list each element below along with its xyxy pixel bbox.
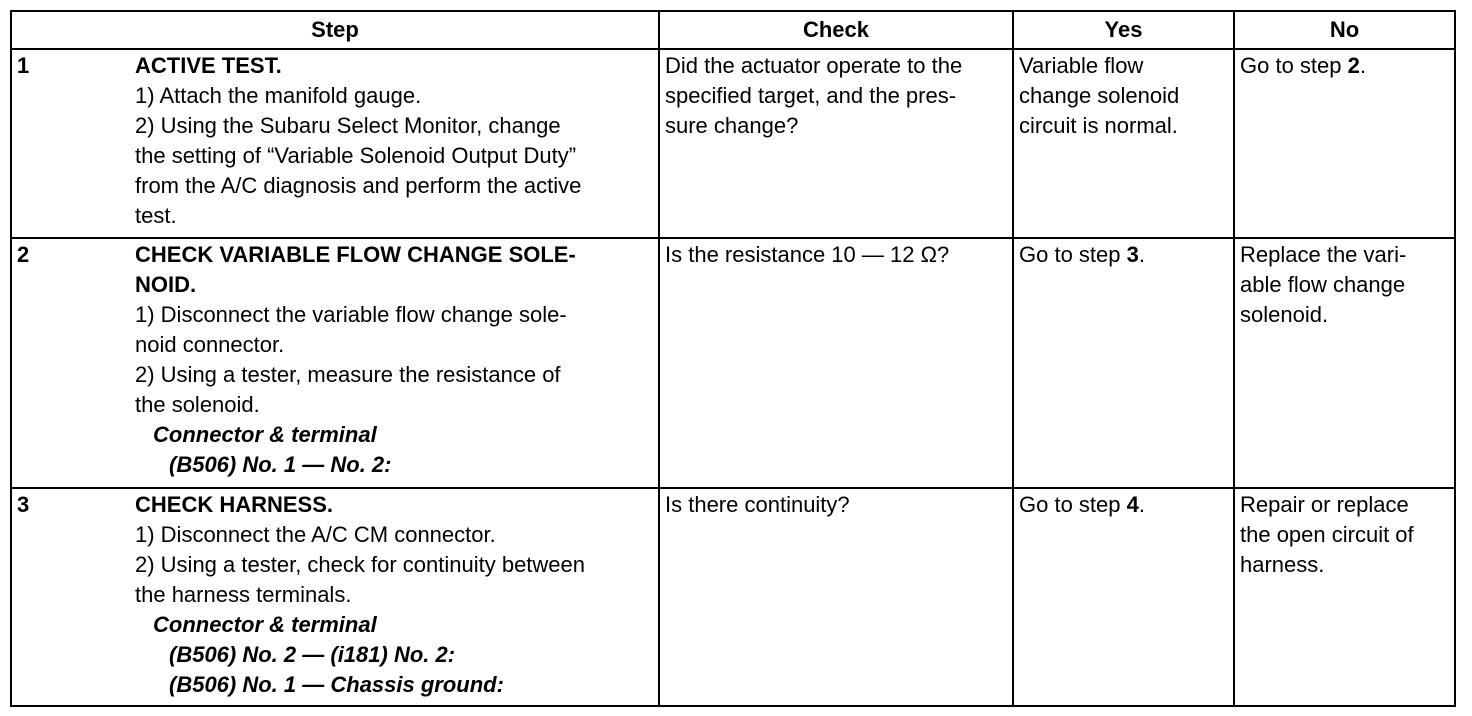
yes-line: circuit is normal. [1019,113,1178,138]
connector-value: (B506) No. 1 — No. 2: [169,452,392,477]
no-step-number: 2 [1347,53,1360,78]
no-line: able flow change [1240,272,1406,297]
step-line: 1) Attach the manifold gauge. [135,83,422,108]
yes-text: Go to step [1019,242,1127,267]
no-line: solenoid. [1240,302,1329,327]
yes-text-suffix: . [1138,242,1145,267]
check-line: Is there continuity? [665,492,850,517]
no-line: harness. [1240,552,1325,577]
table-row [11,238,1455,488]
step-title: CHECK VARIABLE FLOW CHANGE SOLE- [135,242,576,267]
step-cell [11,488,659,706]
step-cell [11,49,659,238]
yes-cell [1013,238,1234,488]
step-body [135,240,647,480]
no-cell [1234,238,1455,488]
connector-label: Connector & terminal [153,612,377,637]
step-line: 2) Using a tester, measure the resistance of [135,362,561,387]
check-line: Did the actuator operate to the [665,53,963,78]
step-line: 2) Using the Subaru Select Monitor, change [135,113,561,138]
header-row [11,11,1455,49]
step-cell [11,238,659,488]
yes-cell [1013,49,1234,238]
check-cell [659,49,1013,238]
diagnostic-table [10,10,1456,707]
yes-cell [1013,488,1234,706]
step-line: noid connector. [135,332,285,357]
connector-label: Connector & terminal [153,422,377,447]
step-title: ACTIVE TEST. [135,53,282,78]
no-cell [1234,488,1455,706]
no-cell [1234,49,1455,238]
yes-text: Go to step [1019,492,1127,517]
step-line: the harness terminals. [135,582,352,607]
check-line: Is the resistance 10 — 12 Ω? [665,242,950,267]
header-yes: Yes [1013,11,1234,49]
yes-text-suffix: . [1138,492,1145,517]
step-number: 2 [17,242,30,267]
table-row [11,49,1455,238]
step-body [135,51,647,231]
header-no: No [1234,11,1455,49]
step-line: the solenoid. [135,392,260,417]
no-text: Go to step [1240,53,1348,78]
step-number: 3 [17,492,30,517]
step-line: test. [135,203,177,228]
step-line: 1) Disconnect the variable flow change sole- [135,302,567,327]
header-step: Step [11,11,659,49]
check-line: sure change? [665,113,799,138]
step-title: CHECK HARNESS. [135,492,334,517]
yes-step-number: 3 [1126,242,1139,267]
no-line: Repair or replace [1240,492,1409,517]
step-line: 2) Using a tester, check for continuity between [135,552,586,577]
header-check: Check [659,11,1013,49]
no-line: Replace the vari- [1240,242,1407,267]
step-line: from the A/C diagnosis and perform the active [135,173,582,198]
step-number: 1 [17,53,30,78]
yes-step-number: 4 [1126,492,1139,517]
step-title: NOID. [135,272,197,297]
connector-value: (B506) No. 2 — (i181) No. 2: [169,642,456,667]
no-line: the open circuit of [1240,522,1414,547]
step-line: the setting of “Variable Solenoid Output Duty” [135,143,577,168]
check-cell [659,488,1013,706]
check-line: specified target, and the pres- [665,83,957,108]
yes-line: change solenoid [1019,83,1180,108]
table-row [11,488,1455,706]
no-text-suffix: . [1359,53,1366,78]
step-line: 1) Disconnect the A/C CM connector. [135,522,496,547]
check-cell [659,238,1013,488]
step-body [135,490,647,700]
yes-line: Variable flow [1019,53,1144,78]
connector-value: (B506) No. 1 — Chassis ground: [169,672,504,697]
